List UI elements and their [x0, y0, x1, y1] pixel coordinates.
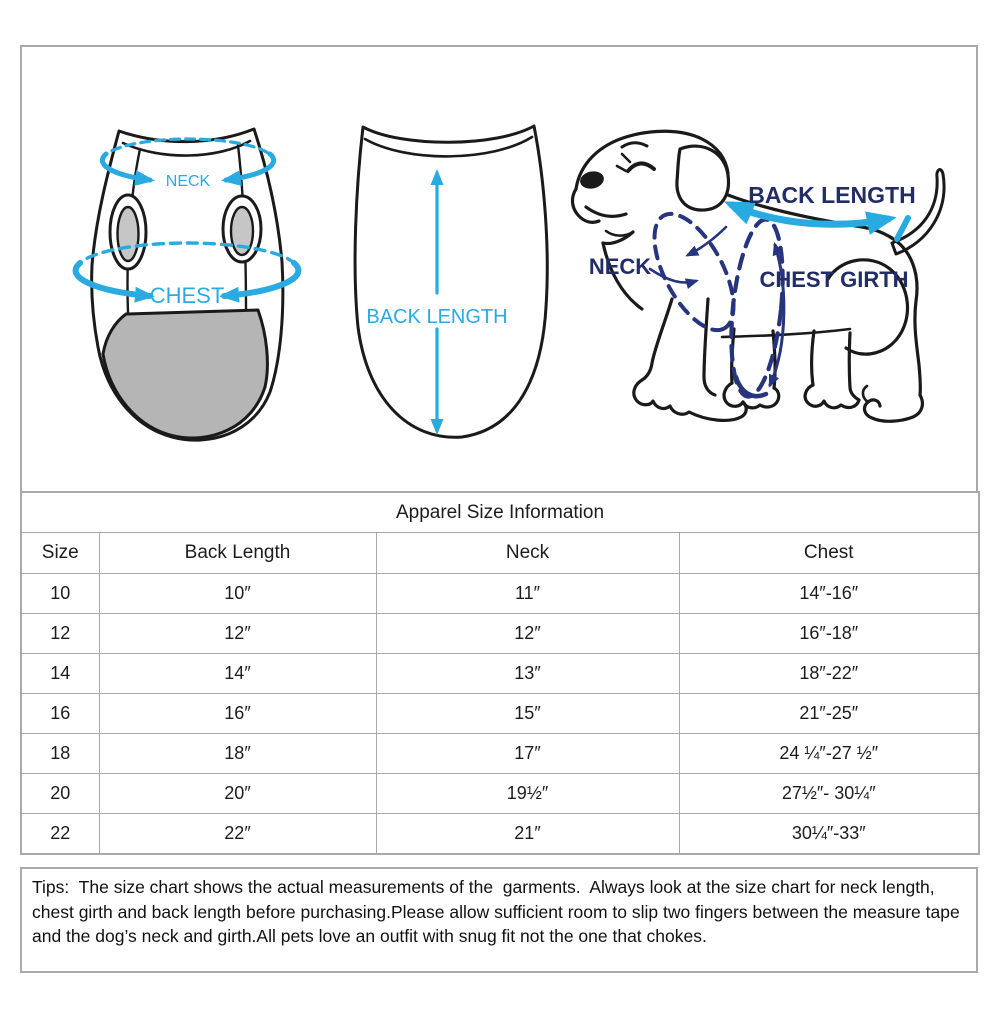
back-length-cell: 22″ — [99, 814, 376, 855]
table-row — [21, 774, 979, 814]
dog-rear-far-leg-front — [812, 331, 814, 385]
dog-front-leg1-inner — [704, 299, 715, 395]
garment-front-diagram — [76, 129, 299, 440]
size-cell: 18 — [21, 734, 99, 774]
neck-cell: 13″ — [376, 654, 679, 694]
dog-eyelash-2 — [622, 154, 630, 162]
tips-box — [20, 867, 978, 973]
size-table — [20, 491, 980, 855]
dog-front-leg1-outer — [642, 299, 672, 380]
dog-eyelash-1 — [617, 166, 626, 171]
measurement-diagram-panel — [20, 45, 978, 491]
back-length-cell: 16″ — [99, 694, 376, 734]
dog-rump — [890, 237, 920, 395]
chest-cell: 18″-22″ — [679, 654, 979, 694]
dog-eye — [628, 163, 654, 171]
front-neck-label: NECK — [165, 173, 211, 190]
dog-chest-loop — [724, 217, 790, 399]
dog-belly-line — [722, 329, 850, 337]
size-cell: 22 — [21, 814, 99, 855]
dog-neck-arrow-a — [650, 269, 696, 283]
size-cell: 12 — [21, 614, 99, 654]
neck-cell: 21″ — [376, 814, 679, 855]
table-title: Apparel Size Information — [21, 492, 979, 533]
back-length-cell: 12″ — [99, 614, 376, 654]
dog-neck-arrow-b — [688, 227, 726, 255]
dog-back-length-label: BACK LENGTH — [748, 182, 916, 208]
back-length-cell: 10″ — [99, 574, 376, 614]
garment-back-diagram — [355, 126, 547, 437]
dog-rear-near-paw — [865, 395, 923, 421]
neck-cell: 15″ — [376, 694, 679, 734]
neck-cell: 19½″ — [376, 774, 679, 814]
neck-cell: 17″ — [376, 734, 679, 774]
size-cell: 10 — [21, 574, 99, 614]
chest-cell: 24 ¼″-27 ½″ — [679, 734, 979, 774]
leg-hole-left-inner — [118, 207, 139, 261]
table-row — [21, 614, 979, 654]
size-cell: 14 — [21, 654, 99, 694]
neck-cell: 12″ — [376, 614, 679, 654]
back-length-cell: 14″ — [99, 654, 376, 694]
neck-cell: 11″ — [376, 574, 679, 614]
dog-neck-label: NECK — [588, 254, 652, 279]
size-cell: 16 — [21, 694, 99, 734]
table-row — [21, 694, 979, 734]
col-header-back-length: Back Length — [99, 533, 376, 574]
dog-mouth — [586, 207, 626, 216]
table-row — [21, 734, 979, 774]
dog-jaw — [603, 232, 633, 244]
dog-chest-girth-label: CHEST GIRTH — [759, 267, 909, 292]
chest-cell: 14″-16″ — [679, 574, 979, 614]
garment-front-belly-panel — [103, 310, 267, 438]
col-header-chest: Chest — [679, 533, 979, 574]
dog-eyebrow — [622, 143, 647, 147]
garment-back-outline — [355, 126, 547, 437]
tips-text: Tips: The size chart shows the actual measurements of the garments. Always look at the size chart for neck length, chest girth and back length before purchasing.Please allow sufficient room to slip two fingers between the measure tape and the dog’s neck and girth.All pets love an outfit with snug fit not the one that chokes. — [32, 877, 965, 946]
dog-measurements — [589, 182, 916, 399]
back-length-label: BACK LENGTH — [366, 306, 508, 328]
chest-cell: 30¼″-33″ — [679, 814, 979, 855]
table-header-row — [21, 533, 979, 574]
chest-cell: 16″-18″ — [679, 614, 979, 654]
chest-cell: 27½″- 30¼″ — [679, 774, 979, 814]
back-length-cell: 20″ — [99, 774, 376, 814]
table-title-row — [21, 492, 979, 533]
dog-rear-near-toe — [863, 386, 868, 402]
table-row — [21, 574, 979, 614]
col-header-size: Size — [21, 533, 99, 574]
size-cell: 20 — [21, 774, 99, 814]
col-header-neck: Neck — [376, 533, 679, 574]
back-length-cell: 18″ — [99, 734, 376, 774]
dog-rear-far-leg-back — [849, 333, 859, 400]
measurement-diagram — [22, 47, 976, 491]
front-chest-label: CHEST — [149, 283, 225, 308]
table-row — [21, 654, 979, 694]
table-row — [21, 814, 979, 855]
dog-ear — [677, 146, 729, 210]
chest-cell: 21″-25″ — [679, 694, 979, 734]
